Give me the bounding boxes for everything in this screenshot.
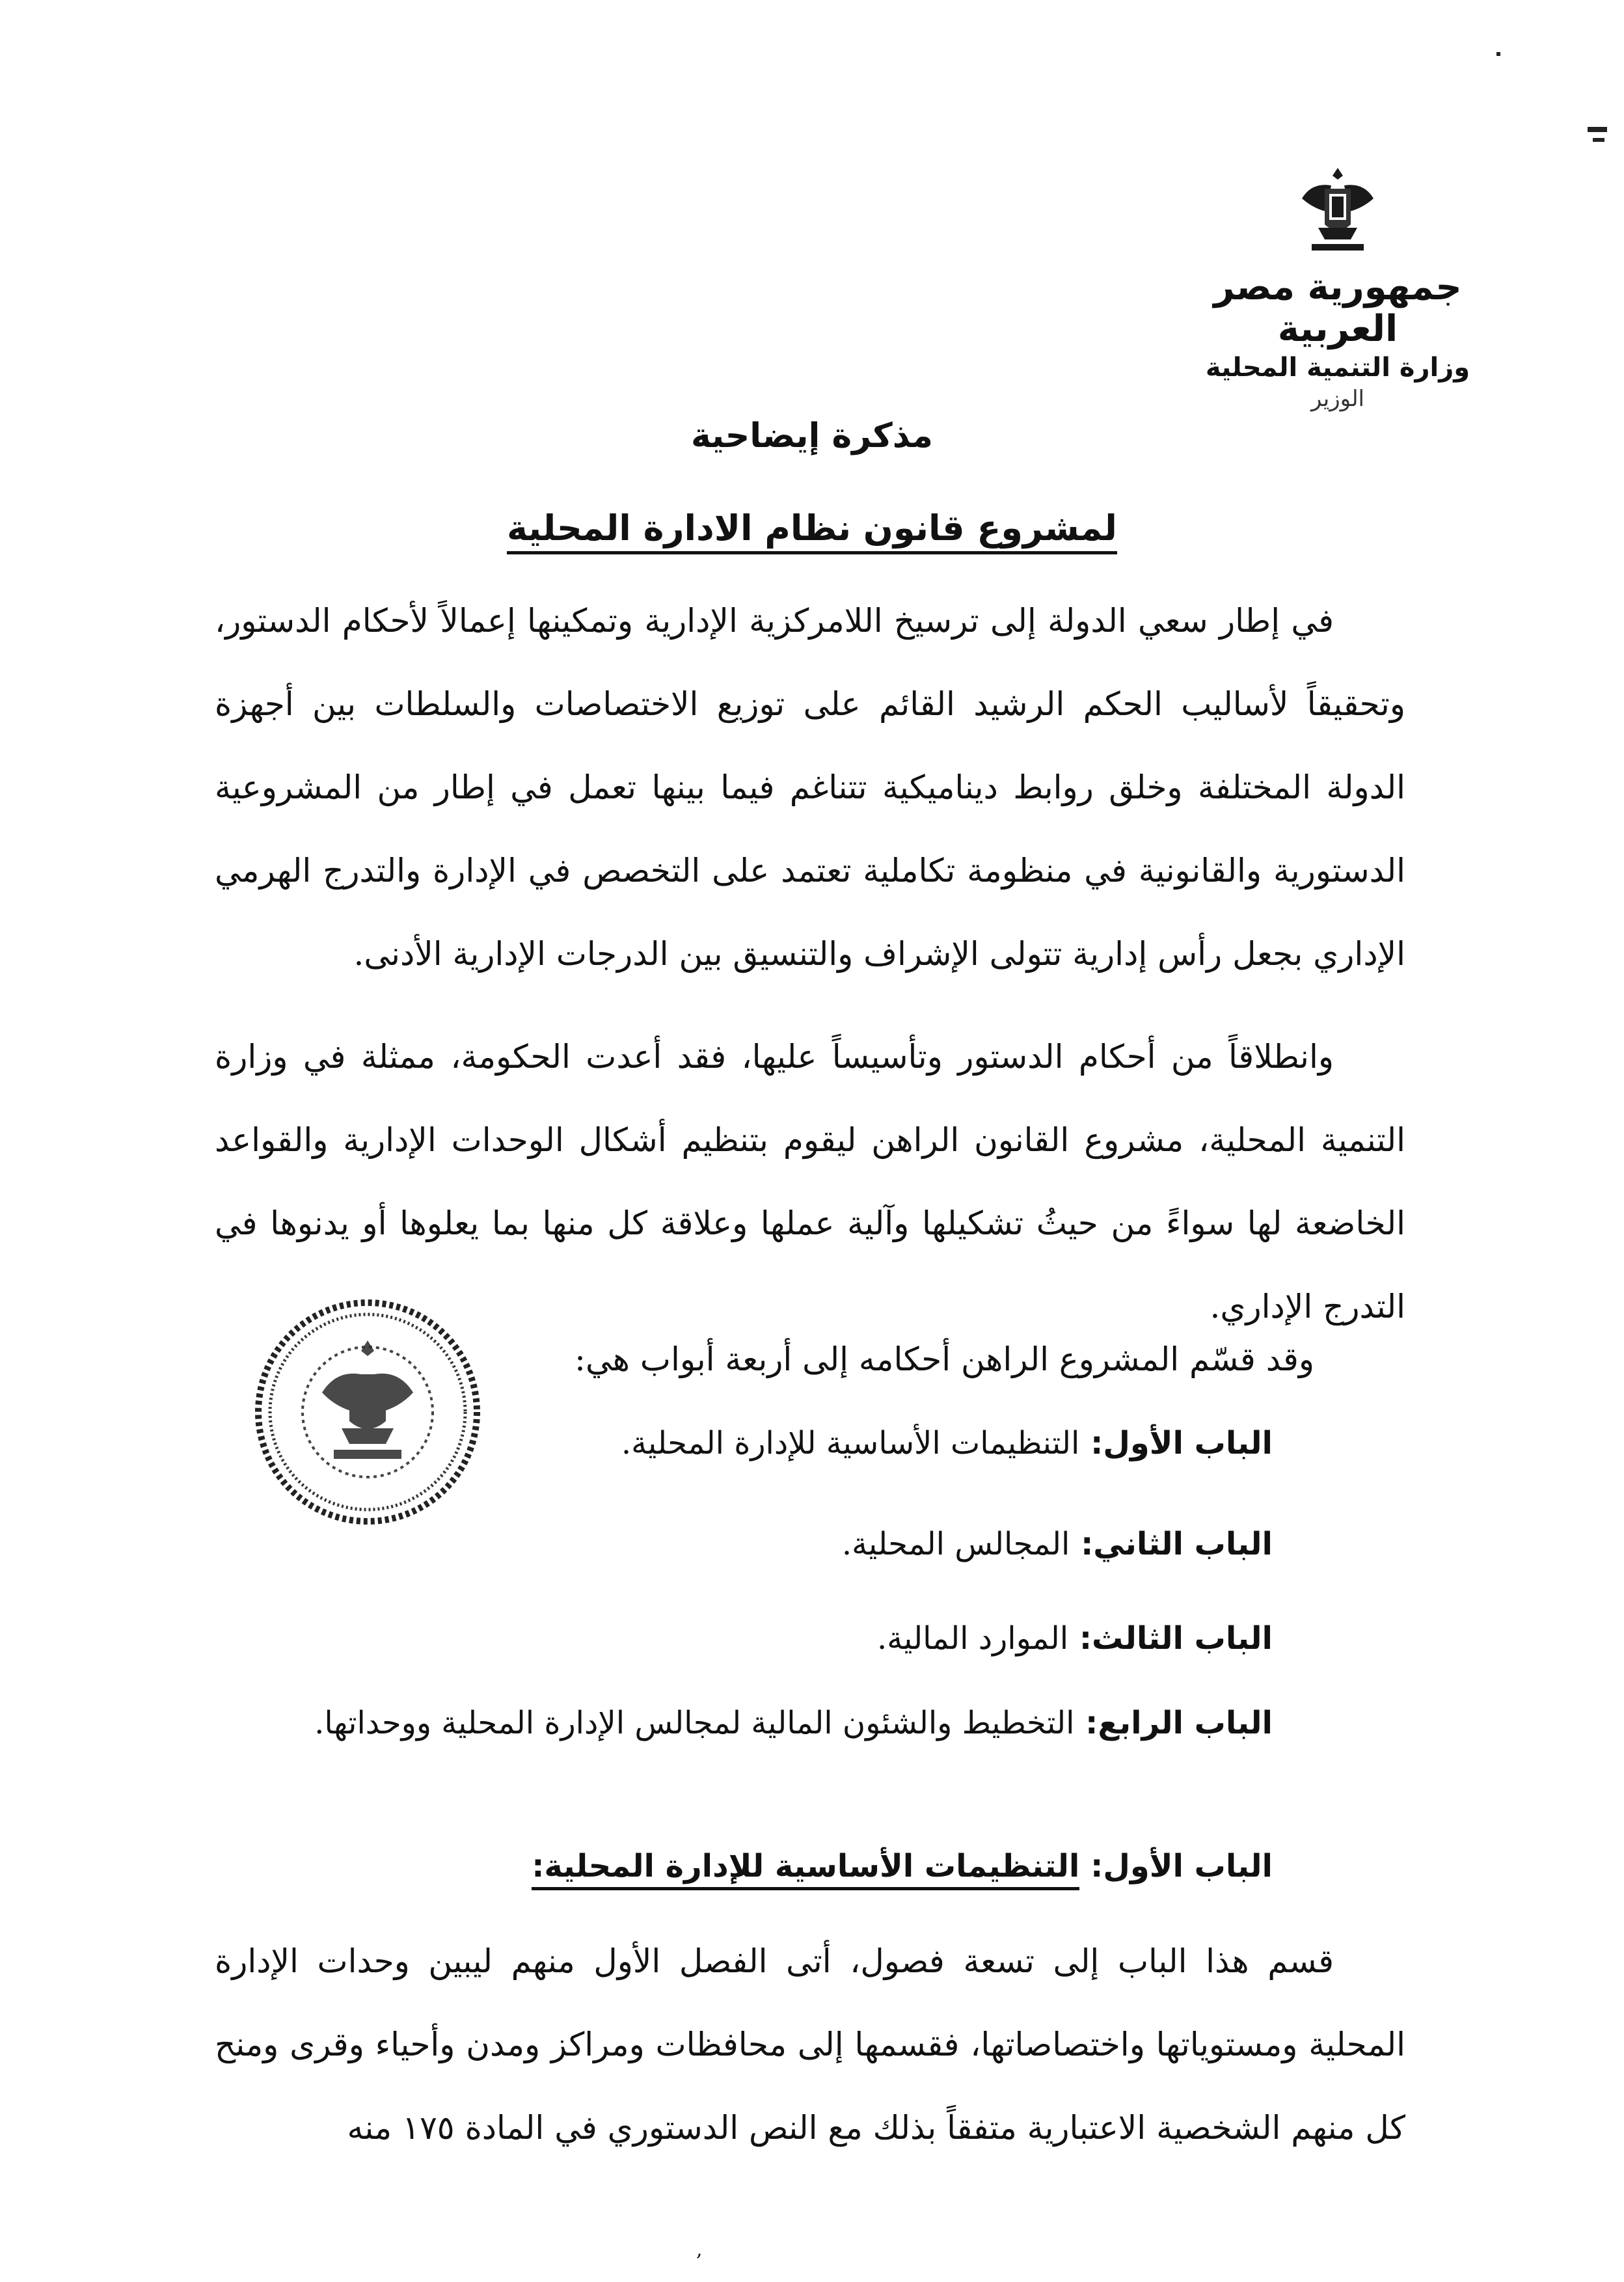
chapter-label: الباب الثاني: xyxy=(1070,1526,1273,1562)
eagle-emblem-icon xyxy=(1289,163,1387,260)
chapter-item-2 xyxy=(842,1526,1273,1562)
chapter-title: التخطيط والشئون المالية لمجالس الإدارة المحلية ووحداتها. xyxy=(314,1705,1075,1741)
page-mark: , xyxy=(696,2238,703,2261)
section-heading xyxy=(532,1848,1273,1884)
section-heading-label: الباب الأول: xyxy=(1079,1848,1273,1884)
document-subtitle xyxy=(0,508,1624,549)
official-seal-icon xyxy=(250,1295,485,1529)
chapter-item-1 xyxy=(621,1425,1273,1461)
letterhead-republic: جمهورية مصر العربية xyxy=(1213,266,1462,351)
chapter-label: الباب الرابع: xyxy=(1074,1705,1273,1741)
scan-artifact xyxy=(1496,52,1500,56)
document-subtitle-text: لمشروع قانون نظام الادارة المحلية xyxy=(507,508,1117,554)
scan-artifact xyxy=(1588,127,1607,132)
document-title: مذكرة إيضاحية xyxy=(691,416,933,455)
letterhead xyxy=(1201,163,1474,413)
chapter-title: التنظيمات الأساسية للإدارة المحلية. xyxy=(621,1425,1080,1461)
chapter-label: الباب الثالث: xyxy=(1068,1620,1273,1657)
paragraph-intro: في إطار سعي الدولة إلى ترسيخ اللامركزية الإدارية وتمكينها إعمالاً لأحكام الدستور، وتحقيقاً لأساليب الحكم الرشيد القائم على توزيع الاختصاصات والسلطات بين أجهزة الدولة المختلفة وخلق روابط ديناميكية تتناغم فيما بينها تعمل في إطار من المشروعية الدستورية والقانونية في منظومة تكاملية تعتمد على التخصص في الإدارة والتدرج الهرمي الإداري بجعل رأس إدارية تتولى الإشراف والتنسيق بين الدرجات الإدارية الأدنى. xyxy=(215,602,1405,973)
paragraph-chapters-intro: وقد قسّم المشروع الراهن أحكامه إلى أربعة أبواب هي: xyxy=(575,1340,1314,1378)
paragraph-government: وانطلاقاً من أحكام الدستور وتأسيساً عليها، فقد أعدت الحكومة، ممثلة في وزارة التنمية المحلية، مشروع القانون الراهن ليقوم بتنظيم أشكال الوحدات الإدارية والقواعد الخاضعة لها سواءً من حيثُ تشكيلها وآلية عملها وعلاقة كل منها بما يعلوها أو يدنوها في التدرج الإداري. xyxy=(215,1038,1405,1325)
section-heading-title: التنظيمات الأساسية للإدارة المحلية: xyxy=(532,1848,1079,1890)
paragraph-section-body: قسم هذا الباب إلى تسعة فصول، أتى الفصل الأول منهم ليبين وحدات الإدارة المحلية ومستوياتها واختصاصاتها، فقسمها إلى محافظات ومراكز ومدن وأحياء وقرى ومنح كل منهم الشخصية الاعتبارية متفقاً بذلك مع النص الدستوري في المادة ١٧٥ منه xyxy=(215,1942,1405,2147)
scan-artifact xyxy=(1593,138,1604,142)
chapter-item-3 xyxy=(877,1620,1273,1657)
chapter-label: الباب الأول: xyxy=(1079,1425,1273,1461)
letterhead-ministry: وزارة التنمية المحلية xyxy=(1205,352,1470,383)
chapter-title: الموارد المالية. xyxy=(877,1620,1069,1657)
chapter-title: المجالس المحلية. xyxy=(841,1526,1070,1562)
letterhead-minister: الوزير xyxy=(1310,385,1364,412)
chapter-item-4 xyxy=(314,1705,1273,1741)
